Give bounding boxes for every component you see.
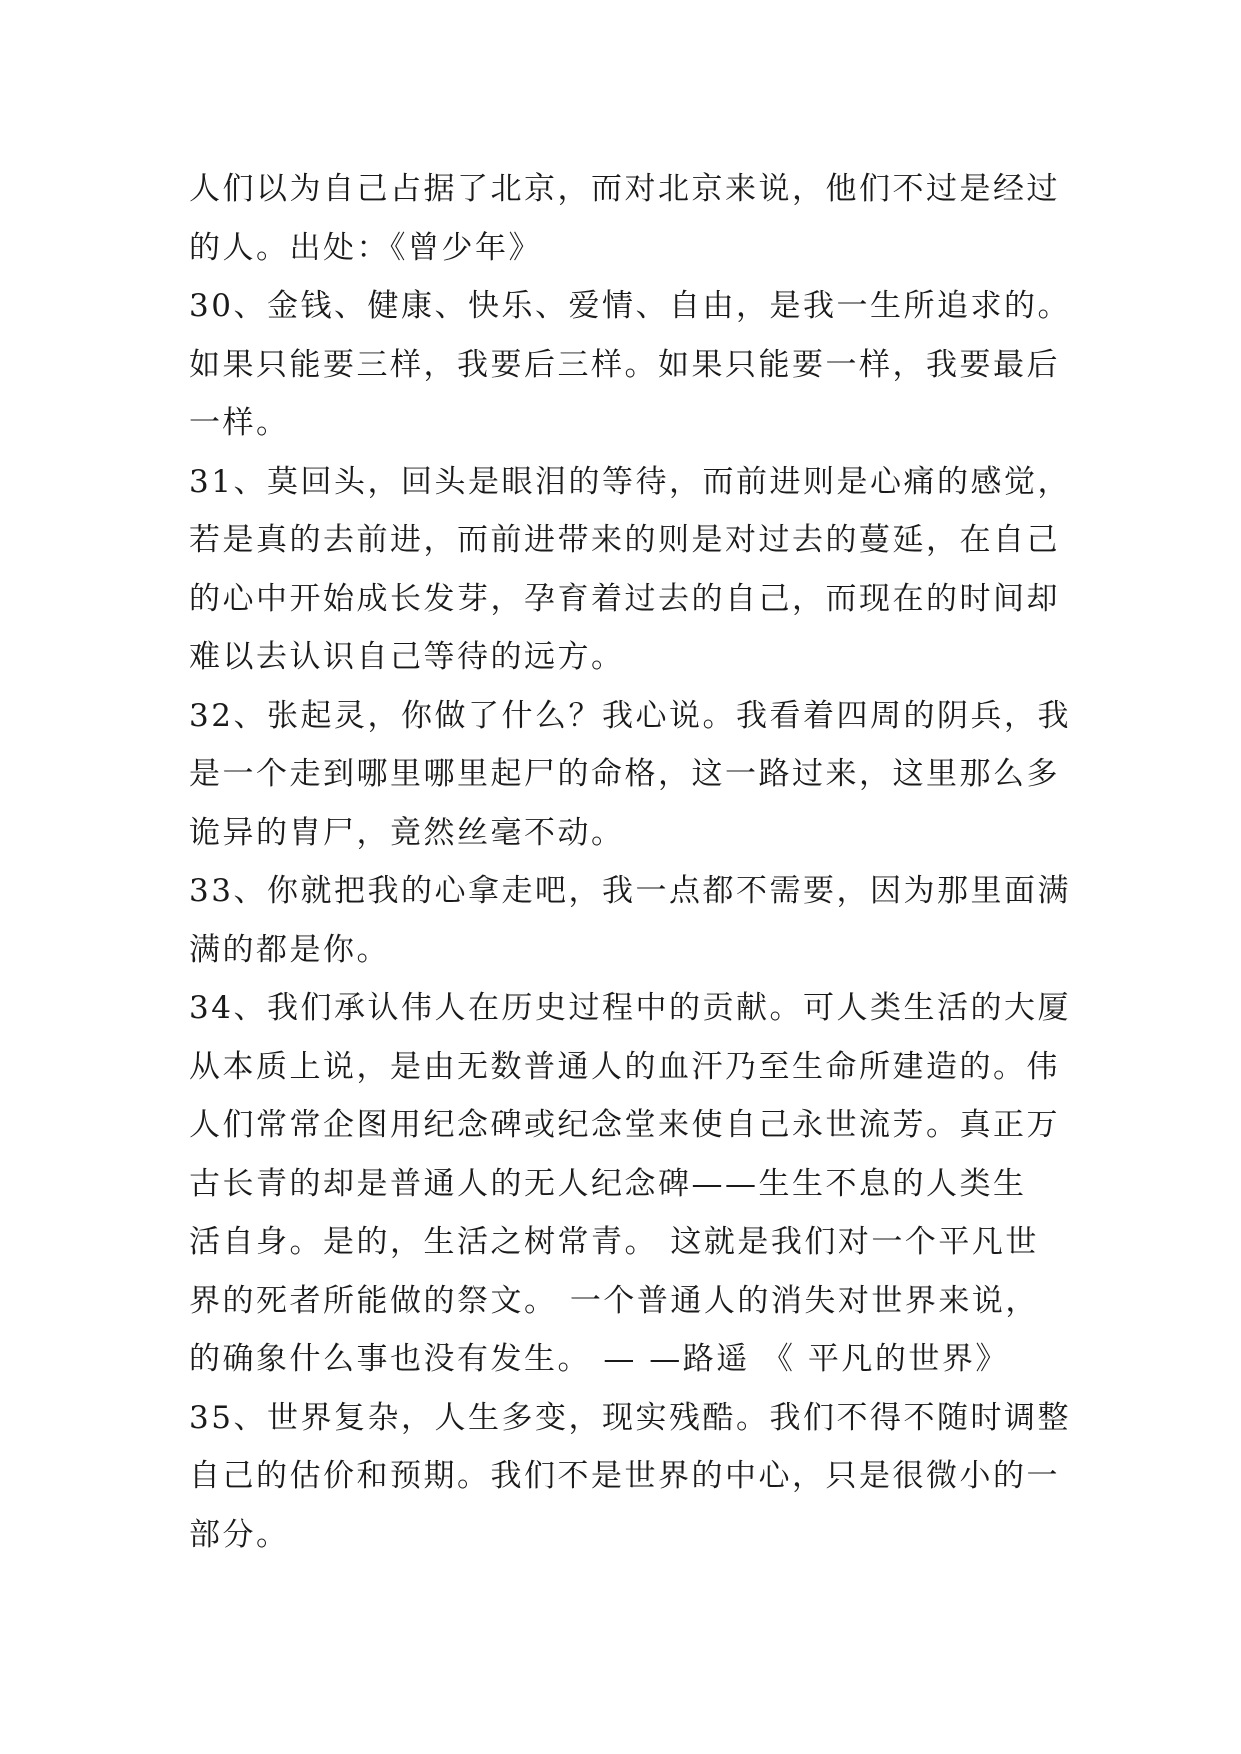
text-line: 如果只能要三样，我要后三样。如果只能要一样，我要最后 xyxy=(189,346,1060,383)
text-line: 自己的估价和预期。我们不是世界的中心，只是很微小的一 xyxy=(189,1458,1060,1494)
text-line: 32、张起灵，你做了什么？我心说。我看着四周的阴兵，我 xyxy=(189,697,1071,734)
text-line: 的确象什么事也没有发生。 — —路遥 《 平凡的世界》 xyxy=(189,1341,1009,1377)
text-line: 34、我们承认伟人在历史过程中的贡献。可人类生活的大厦 xyxy=(189,990,1071,1026)
text-line: 一样。 xyxy=(189,405,290,441)
text-line: 古长青的却是普通人的无人纪念碑——生生不息的人类生 xyxy=(189,1165,1027,1202)
text-line: 人们以为自己占据了北京，而对北京来说，他们不过是经过 xyxy=(189,171,1060,207)
text-line: 31、莫回头，回头是眼泪的等待，而前进则是心痛的感觉， xyxy=(189,463,1071,500)
text-line: 界的死者所能做的祭文。 一个普通人的消失对世界来说， xyxy=(189,1282,1039,1319)
text-line: 诡异的胄尸，竟然丝毫不动。 xyxy=(189,814,625,851)
text-line: 人们常常企图用纪念碑或纪念堂来使自己永世流芳。真正万 xyxy=(189,1107,1060,1143)
text-line: 的人。出处：《曾少年》 xyxy=(189,229,542,266)
text-line: 是一个走到哪里哪里起尸的命格，这一路过来，这里那么多 xyxy=(189,756,1060,792)
text-line: 从本质上说，是由无数普通人的血汗乃至生命所建造的。伟 xyxy=(189,1048,1060,1085)
text-line: 的心中开始成长发芽，孕育着过去的自己，而现在的时间却 xyxy=(189,580,1060,617)
text-line: 33、你就把我的心拿走吧，我一点都不需要，因为那里面满 xyxy=(189,873,1071,909)
text-line: 满的都是你。 xyxy=(189,931,390,968)
body-text xyxy=(189,160,1069,1564)
text-line: 难以去认识自己等待的远方。 xyxy=(189,639,625,675)
text-line: 部分。 xyxy=(189,1516,290,1553)
text-line: 若是真的去前进，而前进带来的则是对过去的蔓延，在自己 xyxy=(189,522,1060,558)
text-line: 30、金钱、健康、快乐、爱情、自由，是我一生所追求的。 xyxy=(189,288,1071,324)
text-line: 35、世界复杂，人生多变，现实残酷。我们不得不随时调整 xyxy=(189,1399,1071,1436)
text-line: 活自身。是的，生活之树常青。 这就是我们对一个平凡世 xyxy=(189,1224,1039,1260)
